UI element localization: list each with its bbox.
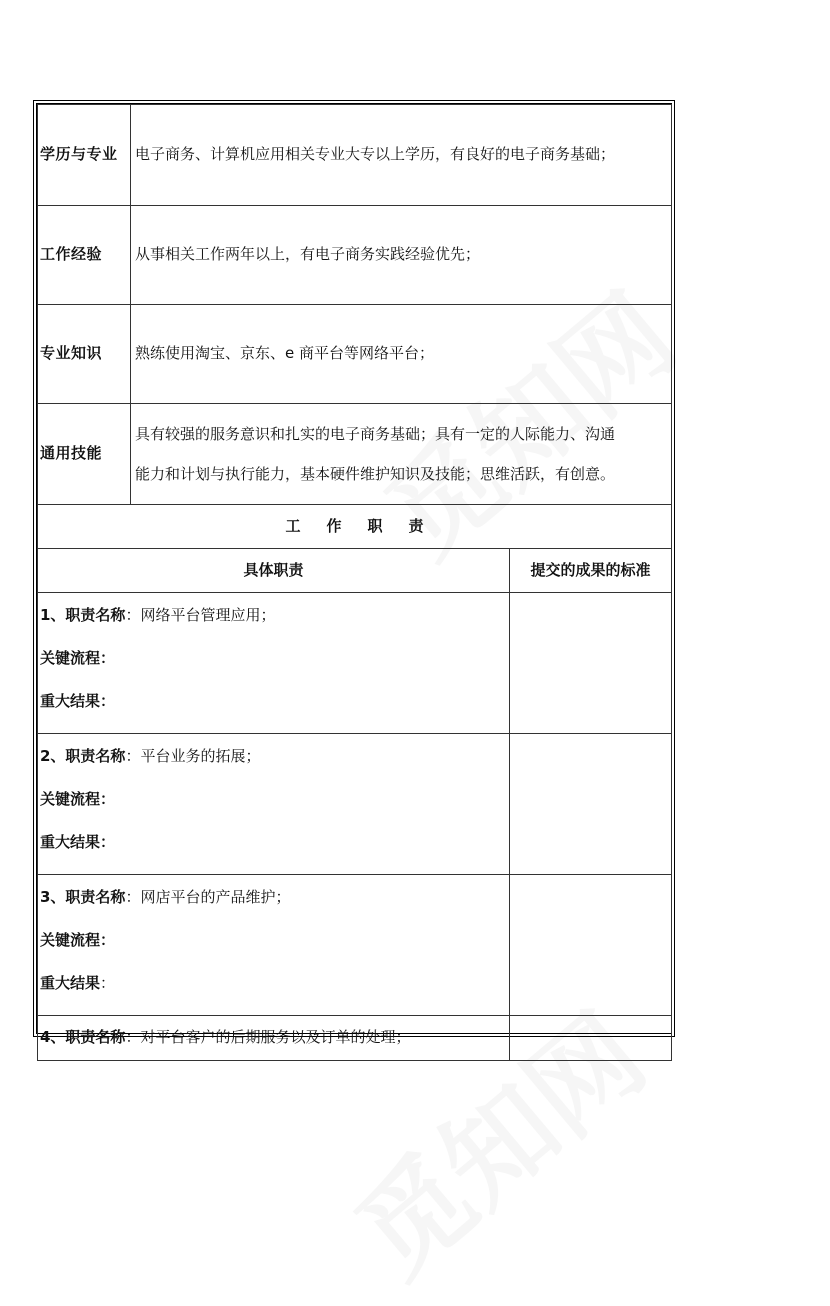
duty-number-label: 4、职责名称 bbox=[40, 1028, 126, 1047]
row-value: 从事相关工作两年以上，有电子商务实践经验优先； bbox=[131, 206, 672, 305]
row-label: 工作经验 bbox=[38, 206, 131, 305]
duty-number-label: 2、职责名称 bbox=[40, 747, 126, 765]
duty-number-label: 3、职责名称 bbox=[40, 888, 126, 906]
result-label: 重大结果： bbox=[40, 833, 116, 851]
job-description-table bbox=[37, 104, 672, 1061]
duty-number-label: 1、职责名称 bbox=[40, 606, 126, 624]
duty-row bbox=[38, 593, 672, 734]
row-label: 学历与专业 bbox=[38, 105, 131, 206]
duty-row bbox=[38, 1016, 672, 1061]
section-title-row bbox=[38, 505, 672, 549]
duty-name: ：网店平台的产品维护； bbox=[125, 888, 291, 906]
process-label: 关键流程： bbox=[40, 931, 116, 949]
qualification-row-experience bbox=[38, 206, 672, 305]
duty-row bbox=[38, 875, 672, 1016]
result-suffix: ： bbox=[100, 974, 116, 992]
process-label: 关键流程： bbox=[40, 790, 116, 808]
column-header-standards: 提交的成果的标准 bbox=[510, 549, 672, 593]
column-header-duties: 具体职责 bbox=[38, 549, 510, 593]
result-label: 重大结果： bbox=[40, 692, 116, 710]
section-title: 工 作 职 责 bbox=[38, 505, 672, 549]
qualification-row-education bbox=[38, 105, 672, 206]
process-label: 关键流程： bbox=[40, 649, 116, 667]
standard-cell bbox=[510, 1016, 672, 1061]
skills-line: 具有较强的服务意识和扎实的电子商务基础；具有一定的人际能力、沟通 bbox=[135, 425, 616, 443]
result-label: 重大结果 bbox=[40, 974, 101, 992]
duty-cell bbox=[38, 593, 510, 734]
standard-cell bbox=[510, 734, 672, 875]
standard-cell bbox=[510, 875, 672, 1016]
qualification-row-skills bbox=[38, 404, 672, 505]
row-value: 熟练使用淘宝、京东、e 商平台等网络平台； bbox=[131, 305, 672, 404]
duty-name: ：平台业务的拓展； bbox=[125, 747, 261, 765]
row-value bbox=[131, 404, 672, 505]
row-value: 电子商务、计算机应用相关专业大专以上学历，有良好的电子商务基础； bbox=[131, 105, 672, 206]
duty-cell bbox=[38, 875, 510, 1016]
row-label: 通用技能 bbox=[38, 404, 131, 505]
row-label: 专业知识 bbox=[38, 305, 131, 404]
duty-cell bbox=[38, 1016, 510, 1061]
column-header-row bbox=[38, 549, 672, 593]
skills-line: 能力和计划与执行能力，基本硬件维护知识及技能；思维活跃，有创意。 bbox=[135, 465, 616, 483]
duty-row bbox=[38, 734, 672, 875]
qualification-row-knowledge bbox=[38, 305, 672, 404]
duty-name: ：网络平台管理应用； bbox=[125, 606, 276, 624]
standard-cell bbox=[510, 593, 672, 734]
duty-name: ：对平台客户的后期服务以及订单的处理； bbox=[125, 1028, 411, 1047]
duty-cell bbox=[38, 734, 510, 875]
